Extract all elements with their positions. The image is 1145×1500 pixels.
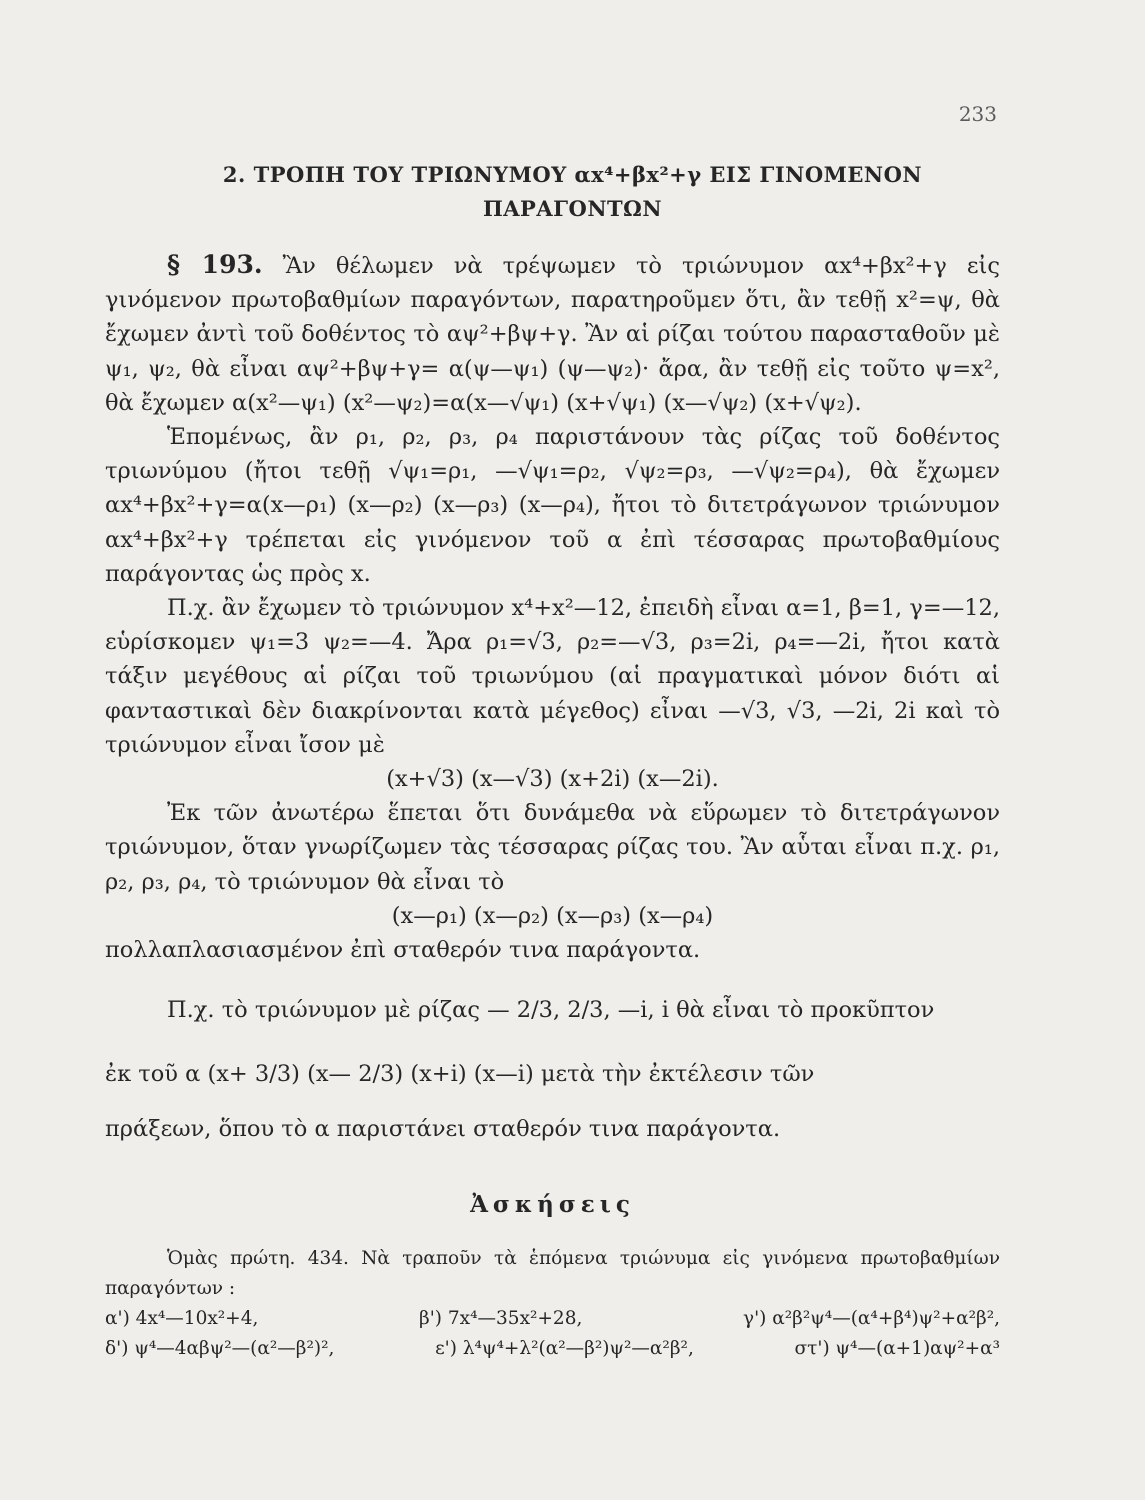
paragraph-2: Ἑπομένως, ἂν ρ₁, ρ₂, ρ₃, ρ₄ παριστάνουν τὰς ρίζας τοῦ δοθέντος τριωνύμου (ἤτοι τεθῇ √ψ₁=ρ₁, —√ψ₁=ρ₂, √ψ₂=ρ₃, —√ψ₂=ρ₄), θὰ ἔχωμεν αx⁴+βx²+γ=α(x—ρ₁) (x—ρ₂) (x—ρ₃) (x—ρ₄), ἤτοι τὸ διτετράγωνον τριώνυμον αx⁴+βx²+γ τρέπεται εἰς γινόμενον τοῦ α ἐπὶ τέσσαρας πρωτοβαθμίους παράγοντας ὡς πρὸς x. bbox=[105, 424, 1000, 587]
exercises-heading: Ἀσκήσεις bbox=[470, 1190, 635, 1218]
exercise-item: δ') ψ⁴—4αβψ²—(α²—β²)², bbox=[105, 1338, 335, 1360]
heading-line-1: 2. ΤΡΟΠΗ ΤΟΥ ΤΡΙΩΝΥΜΟΥ αx⁴+βx²+γ ΕΙΣ ΓΙΝΟΜΕΝΟΝ bbox=[222, 162, 923, 187]
exercise-row-2 bbox=[105, 1334, 1000, 1364]
heading-line-2: ΠΑΡΑΓΟΝΤΩΝ bbox=[482, 196, 663, 221]
section-number: § 193. bbox=[167, 250, 263, 279]
formula-2: (x—ρ₁) (x—ρ₂) (x—ρ₃) (x—ρ₄) bbox=[391, 902, 714, 929]
exercise-item: γ') α²β²ψ⁴—(α⁴+β⁴)ψ²+α²β², bbox=[743, 1308, 1000, 1330]
paragraph-4: Ἐκ τῶν ἀνωτέρω ἕπεται ὅτι δυνάμεθα νὰ εὕρωμεν τὸ διτετράγωνον τριώνυμον, ὅταν γνωρίζωμεν τὰς τέσσαρας ρίζας του. Ἂν αὗται εἶναι π.χ. ρ₁, ρ₂, ρ₃, ρ₄, τὸ τριώνυμον θὰ εἶναι τὸ bbox=[105, 800, 1000, 895]
exercise-row-1 bbox=[105, 1304, 1000, 1334]
paragraph-1 bbox=[105, 248, 1000, 420]
exercise-item: ε') λ⁴ψ⁴+λ²(α²—β²)ψ²—α²β², bbox=[435, 1338, 694, 1360]
paragraph-3: Π.χ. ἂν ἔχωμεν τὸ τριώνυμον x⁴+x²—12, ἐπειδὴ εἶναι α=1, β=1, γ=—12, εὑρίσκομεν ψ₁=3 ψ₂=—4. Ἄρα ρ₁=√3, ρ₂=—√3, ρ₃=2i, ρ₄=—2i, ἤτοι κατὰ τάξιν μεγέθους αἱ ρίζαι τοῦ τριωνύμου (αἱ πραγματικαὶ μόνον διότι αἱ φανταστικαὶ δὲν διακρίνονται κατὰ μέγεθος) εἶναι —√3, √3, —2i, 2i καὶ τὸ τριώνυμον εἶναι ἴσον μὲ bbox=[105, 595, 1000, 758]
page-number: 233 bbox=[958, 102, 997, 126]
chapter-heading bbox=[100, 158, 1045, 226]
paragraph-1-text: Ἂν θέλωμεν νὰ τρέψωμεν τὸ τριώνυμον αx⁴+βx²+γ εἰς γινόμενον πρωτοβαθμίων παραγόντων, παρατηροῦμεν ὅτι, ἂν τεθῇ x²=ψ, θὰ ἔχωμεν ἀντὶ τοῦ δοθέντος τὸ αψ²+βψ+γ. Ἂν αἱ ρίζαι τούτου παρασταθοῦν μὲ ψ₁, ψ₂, θὰ εἶναι αψ²+βψ+γ= α(ψ—ψ₁) (ψ—ψ₂)· ἄρα, ἂν τεθῇ εἰς τοῦτο ψ=x², θὰ ἔχωμεν α(x²—ψ₁) (x²—ψ₂)=α(x—√ψ₁) (x+√ψ₁) (x—√ψ₂) (x+√ψ₂). bbox=[105, 253, 1000, 416]
exercise-item: στ') ψ⁴—(α+1)αψ²+α³ bbox=[794, 1338, 1000, 1360]
paragraph-5: πολλαπλασιασμένον ἐπὶ σταθερόν τινα παράγοντα. bbox=[105, 937, 701, 964]
paragraph-8: πράξεων, ὅπου τὸ α παριστάνει σταθερόν τινα παράγοντα. bbox=[105, 1115, 781, 1142]
paragraph-7: ἐκ τοῦ α (x+ 3/3) (x— 2/3) (x+i) (x—i) μετὰ τὴν ἐκτέλεσιν τῶν bbox=[105, 1061, 815, 1088]
exercise-item: β') 7x⁴—35x²+28, bbox=[419, 1308, 583, 1330]
page-body bbox=[105, 248, 1000, 1364]
exercise-item: α') 4x⁴—10x²+4, bbox=[105, 1308, 259, 1330]
exercises-intro: Ὁμὰς πρώτη. 434. Νὰ τραποῦν τὰ ἑπόμενα τριώνυμα εἰς γινόμενα πρωτοβαθμίων παραγόντων : bbox=[105, 1248, 1000, 1300]
exercises-block bbox=[105, 1244, 1000, 1364]
paragraph-6: Π.χ. τὸ τριώνυμον μὲ ρίζας — 2/3, 2/3, —i, i θὰ εἶναι τὸ προκῦπτον bbox=[167, 997, 935, 1024]
formula-1: (x+√3) (x—√3) (x+2i) (x—2i). bbox=[386, 766, 719, 793]
